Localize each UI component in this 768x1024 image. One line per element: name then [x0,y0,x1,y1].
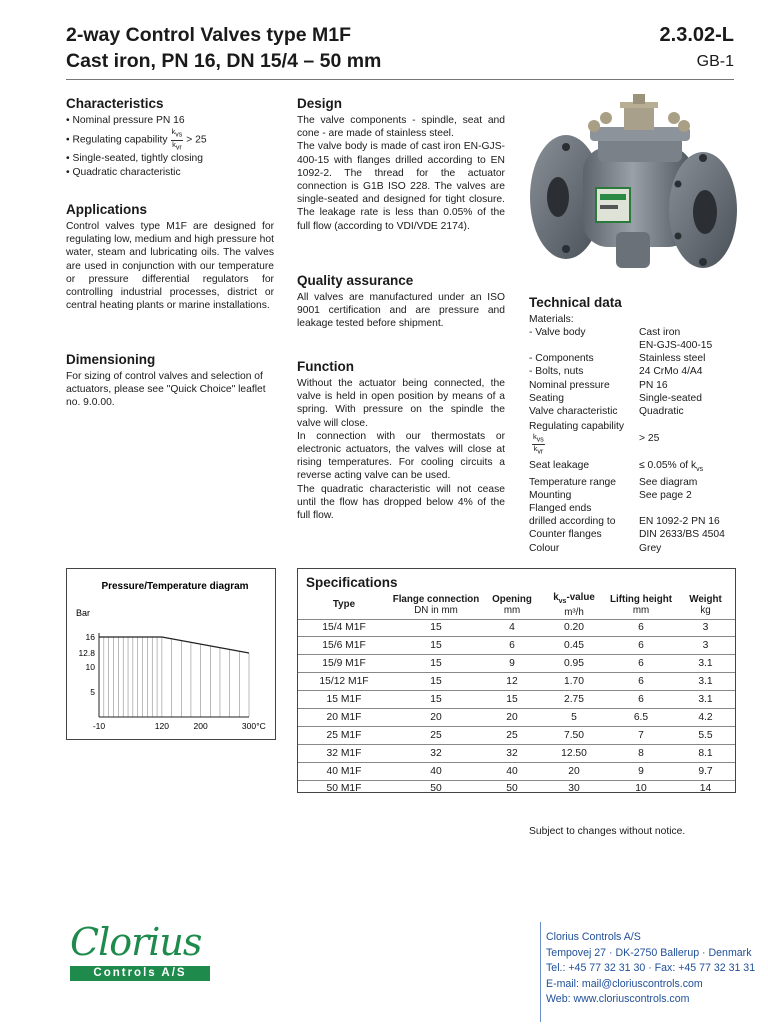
table-cell: 2.75 [542,691,606,709]
table-row: Counter flanges DIN 2633/BS 4504 [529,529,725,541]
table-cell: 5.5 [676,726,735,744]
table-row: - Valve body Cast iron [529,327,681,339]
table-row [298,762,735,780]
company-email[interactable]: E-mail: mail@cloriuscontrols.com [546,977,703,990]
technical-heading: Technical data [529,295,622,310]
y-axis-unit: Bar [76,608,91,618]
table-cell: 14 [676,780,735,797]
table-cell: 50 [482,780,542,797]
column-header-lifting: Lifting height mm [609,593,673,616]
table-cell: 15 [390,691,482,709]
function-paragraph: Without the actuator being connected, the valve is held in open position by means of a spring. With pressure on the spindle the valve will close. [297,378,505,429]
valve-illustration [528,92,738,274]
characteristics-heading: Characteristics [66,96,164,111]
table-cell: 15/4 M1F [298,619,390,637]
table-cell: 6 [606,691,676,709]
table-row: - Components Stainless steel [529,353,706,365]
kvs-kvr-fraction: $\frac{k_{vs}}{k_{vr}}$ [171,127,183,151]
table-cell: 40 M1F [298,762,390,780]
company-name: Clorius Controls A/S [546,931,641,943]
table-row: Mounting See page 2 [529,490,692,502]
list-item: • Nominal pressure PN 16 [66,115,185,126]
characteristics-section [66,96,274,180]
table-cell: 12.50 [542,744,606,762]
materials-label: Materials: [529,314,574,325]
specifications-body [298,619,735,797]
doc-code: 2.3.02-L [659,24,734,46]
specifications-box [297,568,736,793]
table-cell: 20 [390,708,482,726]
table-cell: 3 [676,619,735,637]
x-tick-label: 120 [154,721,169,731]
pressure-temperature-diagram-box [66,568,276,740]
table-cell: 3.1 [676,655,735,673]
table-cell: 15 [482,691,542,709]
company-address [546,930,755,1008]
table-cell: 0.45 [542,637,606,655]
table-cell: 8 [606,744,676,762]
table-row: Seat leakage ≤ 0.05% of $k_{vs}$ [529,459,704,473]
function-section [297,359,505,522]
x-tick-label: 200 [193,721,208,731]
table-cell: 15 [390,655,482,673]
quality-text: All valves are manufactured under an ISO 9001 certification and are pressure and leakage tested before shipment. [297,292,505,330]
column-header-opening: Opening mm [492,593,532,616]
x-axis-unit: °C [256,721,266,731]
table-cell: 6 [606,655,676,673]
function-paragraph: The quadratic characteristic will not cease until the flow has dropped below 4% of the full flow. [297,483,505,522]
applications-section [66,202,274,312]
table-cell: 3 [676,637,735,655]
table-cell: 25 [482,726,542,744]
table-cell: 9 [606,762,676,780]
table-row: Valve characteristic Quadratic [529,405,684,417]
doc-language: GB-1 [696,53,734,70]
table-row: EN-GJS-400-15 [639,340,713,352]
chart-title: Pressure/Temperature diagram [101,581,249,592]
function-paragraph: In connection with our thermostats or electronic actuators, the valves will close at rising temperatures. For cooling circuits a reverse acting valve can be used. [297,430,505,482]
technical-section [529,295,739,555]
table-cell: 3.1 [676,691,735,709]
table-cell: 6.5 [606,708,676,726]
design-paragraph: The valve components - spindle, seat and cone - are made of stainless steel. [297,115,505,140]
y-tick-labels [78,632,95,697]
list-item: • Single-seated, tightly closing [66,153,203,164]
quality-heading: Quality assurance [297,273,414,288]
design-section [297,96,505,233]
function-heading: Function [297,359,354,374]
quality-section [297,273,505,331]
table-cell: 9 [482,655,542,673]
table-cell: 32 [482,744,542,762]
table-cell: 50 M1F [298,780,390,797]
table-row [298,637,735,655]
table-cell: 40 [482,762,542,780]
table-cell: 0.95 [542,655,606,673]
table-row: Seating Single-seated [529,392,702,404]
table-row [298,780,735,797]
table-cell: 30 [542,780,606,797]
table-cell: 20 [542,762,606,780]
table-cell: 7 [606,726,676,744]
kvs-kvr-fraction: $\frac{k_{vs}}{k_{vr}}$ [533,431,544,456]
table-row [298,708,735,726]
technical-table [529,326,725,554]
y-tick-label: 10 [85,662,95,672]
list-item: • Regulating capability $\frac{k_{vs}}{k_{vr}}$ > 25 [66,127,207,151]
column-header-type: Type [332,599,356,611]
clorius-logo [70,922,210,984]
table-cell: 8.1 [676,744,735,762]
table-header-row [298,591,735,619]
table-cell: 50 [390,780,482,797]
table-cell: 4 [482,619,542,637]
page-title [66,22,381,74]
table-cell: 15 [390,673,482,691]
table-row: Colour Grey [529,542,662,554]
table-row [298,726,735,744]
table-cell: 15/6 M1F [298,637,390,655]
pressure-temperature-line [99,637,249,653]
design-heading: Design [297,96,343,111]
specifications-table [298,591,735,797]
table-row [298,619,735,637]
table-cell: 20 [482,708,542,726]
table-cell: 15 [390,619,482,637]
title-line-1: 2-way Control Valves type M1F [66,24,352,46]
table-cell: 5 [542,708,606,726]
table-row: Temperature range See diagram [529,477,698,489]
applications-text: Control valves type M1F are designed for regulating low, medium and high pressure hot water, steam and lubricating oils. The valves are used in conjunction with our temperature or pressure differential regulators for controlling industrial processes, district or central heating plants or marine installations. [66,221,274,312]
table-row [298,744,735,762]
table-cell: 1.70 [542,673,606,691]
table-row: drilled according to EN 1092-2 PN 16 [529,516,720,528]
applications-heading: Applications [66,202,148,217]
table-cell: 4.2 [676,708,735,726]
table-cell: 6 [606,673,676,691]
company-phone: Tel.: +45 77 32 31 30 · Fax: +45 77 32 31 31 [546,962,756,974]
table-cell: 15 M1F [298,691,390,709]
y-tick-label: 5 [90,687,95,697]
specifications-heading: Specifications [306,575,398,590]
table-cell: 9.7 [676,762,735,780]
x-tick-label: 300 [241,721,257,731]
table-cell: 40 [390,762,482,780]
table-row: Flanged ends [529,503,592,515]
notice-text: Subject to changes without notice. [529,826,686,837]
table-cell: 6 [606,619,676,637]
column-header-kvs: $k_{vs}$-value m³/h [553,591,595,618]
y-tick-label: 12.8 [78,648,95,658]
table-cell: 25 [390,726,482,744]
title-line-2: Cast iron, PN 16, DN 15/4 – 50 mm [66,50,382,72]
design-paragraph: The valve body is made of cast iron EN-GJS-400-15 with flanges drilled according to EN 1092-2. The thread for the actuator connection is G1B ISO 228. The valves are single-seated and designed for tight closure. The leakage rate is less than 0.05% of the full flow (according to VDI/VDE 2174). [297,141,505,232]
dimensioning-text: For sizing of control valves and selection of actuators, please see "Quick Choice" leaflet no. 9.0.00. [66,371,266,409]
x-tick-label: -10 [92,721,106,731]
table-cell: 15/9 M1F [298,655,390,673]
footer-divider [540,922,541,1022]
table-cell: 6 [482,637,542,655]
company-web[interactable]: Web: www.cloriuscontrols.com [546,993,690,1005]
table-cell: 32 M1F [298,744,390,762]
header-divider [66,79,734,80]
table-cell: 15 [390,637,482,655]
table-cell: 10 [606,780,676,797]
table-cell: 7.50 [542,726,606,744]
pressure-temperature-chart [67,569,275,739]
logo-script: Clorius [70,920,202,964]
table-row [298,655,735,673]
table-cell: 15/12 M1F [298,673,390,691]
table-cell: 0.20 [542,619,606,637]
y-tick-label: 16 [85,632,95,642]
table-row: - Bolts, nuts 24 CrMo 4/A4 [529,366,703,378]
table-row [298,691,735,709]
logo-band: Controls A/S [70,966,210,981]
column-header-weight: Weight kg [689,593,722,616]
table-cell: 12 [482,673,542,691]
table-cell: 6 [606,637,676,655]
table-row: Regulating capability $\frac{k_{vs}}{k_{vr}}$ > 25 [529,420,660,456]
list-item: • Quadratic characteristic [66,167,181,178]
column-header-flange: Flange connection DN in mm [392,593,480,616]
table-cell: 25 M1F [298,726,390,744]
dimensioning-section [66,352,274,410]
table-cell: 20 M1F [298,708,390,726]
table-cell: 32 [390,744,482,762]
x-tick-labels [93,721,266,731]
table-row [298,673,735,691]
company-street: Tempovej 27 · DK-2750 Ballerup · Denmark [546,946,752,959]
table-row: Nominal pressure PN 16 [529,379,668,391]
dimensioning-heading: Dimensioning [66,352,156,367]
table-cell: 3.1 [676,673,735,691]
